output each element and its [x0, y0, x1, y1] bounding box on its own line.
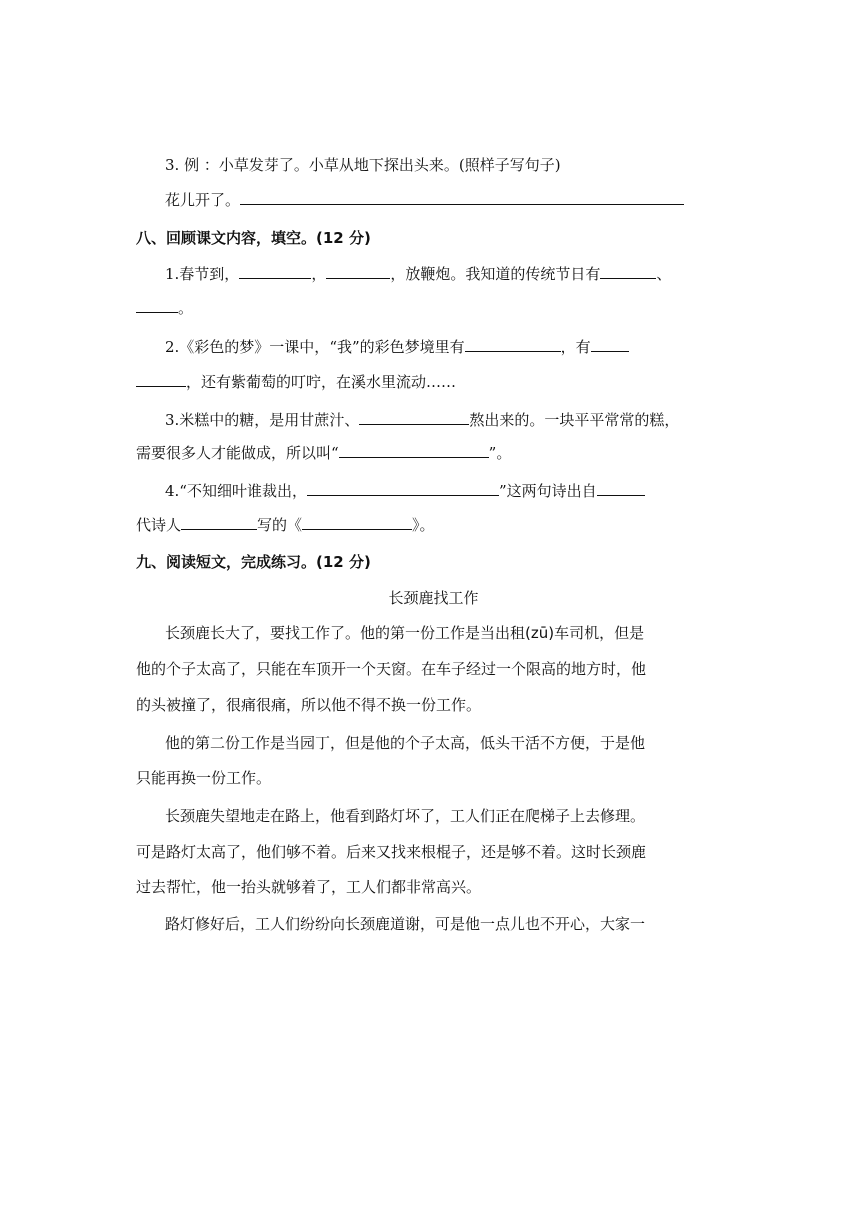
story-line-1: 长颈鹿长大了，要找工作了。他的第一份工作是当出租(zū)车司机，但是	[165, 624, 645, 642]
s8-item3-row2	[136, 443, 511, 463]
q7-item3-answer-row	[165, 190, 684, 210]
s8-item3-text-c: 需要很多人才能做成，所以叫“	[136, 444, 339, 462]
s8-item2-row1	[165, 337, 629, 357]
s8-item4-text-d: 写的《	[257, 516, 303, 534]
q7-item3-answer-blank[interactable]	[240, 190, 684, 205]
s8-item1-text-a: 1.春节到，	[165, 265, 240, 283]
s8-item3-text-d: ”。	[488, 444, 512, 462]
s8-item1-blank2[interactable]	[326, 264, 390, 279]
s8-item3-text-a: 3.米糕中的糖，是用甘蔗汁、	[165, 411, 360, 429]
story-line-8: 过去帮忙，他一抬头就够着了，工人们都非常高兴。	[136, 878, 482, 896]
s8-item2-blank2[interactable]	[591, 337, 629, 352]
s8-item1-row1	[165, 264, 671, 284]
s8-item1-text-c: ，放鞭炮。我知道的传统节日有	[390, 265, 601, 283]
story-line-5: 只能再换一份工作。	[136, 769, 272, 787]
s8-item1-text-e: 。	[178, 299, 194, 317]
q7-item3-prompt: 3. 例 ：小草发芽了。小草从地下探出头来。(照样子写句子)	[165, 156, 561, 174]
s8-item2-text-c: ，还有紫葡萄的叮咛，在溪水里流动……	[186, 373, 457, 391]
s8-item2-row2	[136, 372, 456, 392]
s8-item4-blank1[interactable]	[307, 481, 499, 496]
s8-item2-blank3[interactable]	[136, 372, 186, 387]
s8-item3-blank1[interactable]	[359, 410, 469, 425]
story-title: 长颈鹿找工作	[388, 589, 479, 607]
s8-item4-text-a: 4.“不知细叶谁裁出，	[165, 482, 307, 500]
s8-item4-text-c: 代诗人	[136, 516, 182, 534]
story-line-7: 可是路灯太高了，他们够不着。后来又找来根棍子，还是够不着。这时长颈鹿	[136, 843, 647, 861]
s8-item2-text-b: ，有	[560, 338, 591, 356]
s8-item2-text-a: 2.《彩色的梦》一课中，“我”的彩色梦境里有	[165, 338, 465, 356]
s8-item4-blank3[interactable]	[181, 515, 257, 530]
story-line-4: 他的第二份工作是当园丁，但是他的个子太高，低头干活不方便，于是他	[165, 734, 646, 752]
s8-item3-blank2[interactable]	[339, 443, 489, 458]
s8-item4-blank2[interactable]	[597, 481, 645, 496]
s8-item2-blank1[interactable]	[465, 337, 561, 352]
s8-item1-row2	[136, 298, 193, 318]
s8-item1-blank4[interactable]	[136, 298, 178, 313]
s8-item4-text-b: ”这两句诗出自	[498, 482, 597, 500]
s8-item1-text-d: 、	[656, 265, 672, 283]
story-line-9: 路灯修好后，工人们纷纷向长颈鹿道谢，可是他一点儿也不开心，大家一	[165, 915, 646, 933]
section9-heading: 九、阅读短文，完成练习。(12 分)	[136, 553, 371, 571]
s8-item1-blank3[interactable]	[600, 264, 656, 279]
section8-heading: 八、回顾课文内容，填空。(12 分)	[136, 229, 371, 247]
story-line-2: 他的个子太高了，只能在车顶开一个天窗。在车子经过一个限高的地方时，他	[136, 660, 647, 678]
s8-item4-row2	[136, 515, 435, 535]
s8-item3-text-b: 熬出来的。一块平平常常的糕，	[469, 411, 680, 429]
s8-item4-text-e: 》。	[412, 516, 435, 534]
q7-item3-start: 花儿开了。	[165, 191, 241, 209]
s8-item1-text-b: ，	[311, 265, 327, 283]
s8-item4-row1	[165, 481, 645, 501]
story-line-6: 长颈鹿失望地走在路上，他看到路灯坏了，工人们正在爬梯子上去修理。	[165, 807, 646, 825]
s8-item4-blank4[interactable]	[302, 515, 412, 530]
story-line-3: 的头被撞了，很痛很痛，所以他不得不换一份工作。	[136, 696, 482, 714]
s8-item1-blank1[interactable]	[239, 264, 311, 279]
s8-item3-row1	[165, 410, 679, 430]
